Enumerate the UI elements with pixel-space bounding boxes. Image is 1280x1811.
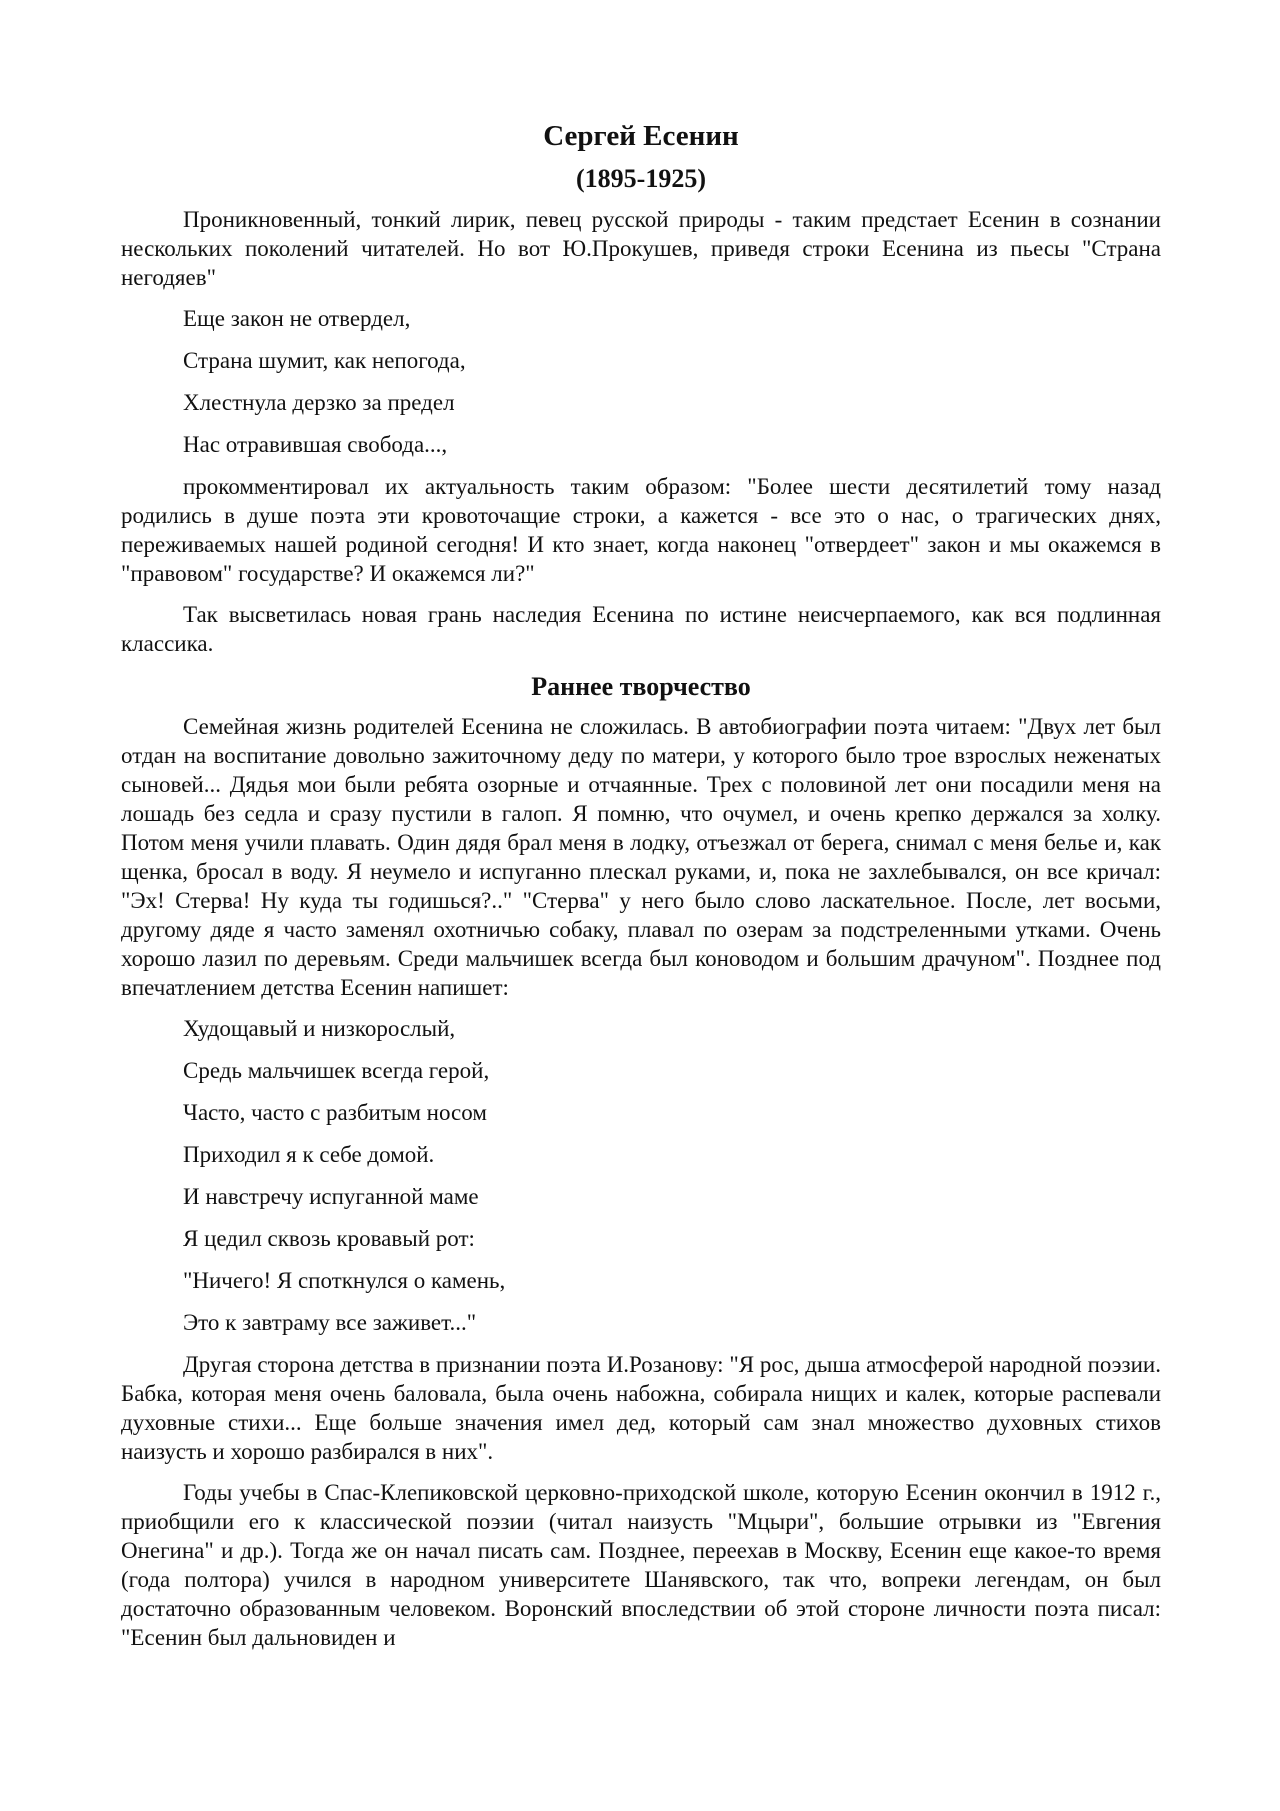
section-paragraph-2: Другая сторона детства в признании поэта И.Розанову: "Я рос, дыша атмосферой народной поэзии. Бабка, которая меня очень баловала, была очень набожна, собирала нищих и калек, которые распевали духовные стихи... Еще больше значения имел дед, который сам знал множество духовных стихов наизусть и хорошо разбирался в них". — [121, 1352, 1161, 1464]
verse-line: И навстречу испуганной маме — [183, 1184, 479, 1209]
verse-line: "Ничего! Я споткнулся о камень, — [183, 1268, 506, 1293]
intro-paragraph-2: прокомментировал их актуальность таким образом: "Более шести десятилетий тому назад родились в душе поэта эти кровоточащие строки, а кажется - все это о нас, о трагических днях, переживаемых нашей родиной сегодня! И кто знает, когда наконец "отвердеет" закон и мы окажемся в "правовом" государстве? И окажемся ли?" — [121, 474, 1161, 586]
verse-line: Приходил я к себе домой. — [183, 1142, 435, 1167]
section-paragraph-3: Годы учебы в Спас-Клепиковской церковно-приходской школе, которую Есенин окончил в 1912 г., приобщили его к классической поэзии (читал наизусть "Мцыри", большие отрывки из "Евгения Онегина" и др.). Тогда же он начал писать сам. Позднее, переехав в Москву, Есенин еще какое-то время (года полтора) учился в народном университете Шанявского, так что, вопреки легендам, он был достаточно образованным человеком. Воронский впоследствии об этой стороне личности поэта писал: "Есенин был дальновиден и — [121, 1480, 1161, 1650]
life-years: (1895-1925) — [576, 164, 706, 193]
verse-line: Это к завтраму все заживет..." — [183, 1310, 477, 1335]
intro-paragraph-1: Проникновенный, тонкий лирик, певец русской природы - таким предстает Есенин в сознании нескольких поколений читателей. Но вот Ю.Прокушев, приведя строки Есенина из пьесы "Страна негодяев" — [121, 207, 1161, 290]
verse-line: Часто, часто с разбитым носом — [183, 1100, 487, 1125]
verse-line: Еще закон не отвердел, — [183, 306, 411, 331]
document-title: Сергей Есенин — [543, 120, 739, 152]
verse-line: Средь мальчишек всегда герой, — [183, 1058, 490, 1083]
intro-paragraph-3: Так высветилась новая грань наследия Есенина по истине неисчерпаемого, как вся подлинная классика. — [121, 602, 1161, 656]
verse-line: Хлестнула дерзко за предел — [183, 390, 455, 415]
verse-line: Нас отравившая свобода..., — [183, 432, 448, 457]
verse-line: Страна шумит, как непогода, — [183, 348, 466, 373]
verse-line: Я цедил сквозь кровавый рот: — [183, 1226, 475, 1251]
section-heading: Раннее творчество — [531, 672, 751, 701]
document-page — [121, 118, 1161, 1652]
section-paragraph-1: Семейная жизнь родителей Есенина не сложилась. В автобиографии поэта читаем: "Двух лет был отдан на воспитание довольно зажиточному деду по матери, у которого было трое взрослых неженатых сыновей... Дядья мои были ребята озорные и отчаянные. Трех с половиной лет они посадили меня на лошадь без седла и сразу пустили в галоп. Я помню, что очумел, и очень крепко держался за холку. Потом меня учили плавать. Один дядя брал меня в лодку, отъезжал от берега, снимал с меня белье и, как щенка, бросал в воду. Я неумело и испуганно плескал руками, и, пока не захлебывался, он все кричал: "Эх! Стерва! Ну куда ты годишься?.." "Стерва" у него было слово ласкательное. После, лет восьми, другому дяде я часто заменял охотничью собаку, плавал по озерам за подстреленными утками. Очень хорошо лазил по деревьям. Среди мальчишек всегда был коноводом и большим драчуном". Позднее под впечатлением детства Есенин напишет: — [121, 714, 1161, 1000]
verse-line: Худощавый и низкорослый, — [183, 1016, 456, 1041]
